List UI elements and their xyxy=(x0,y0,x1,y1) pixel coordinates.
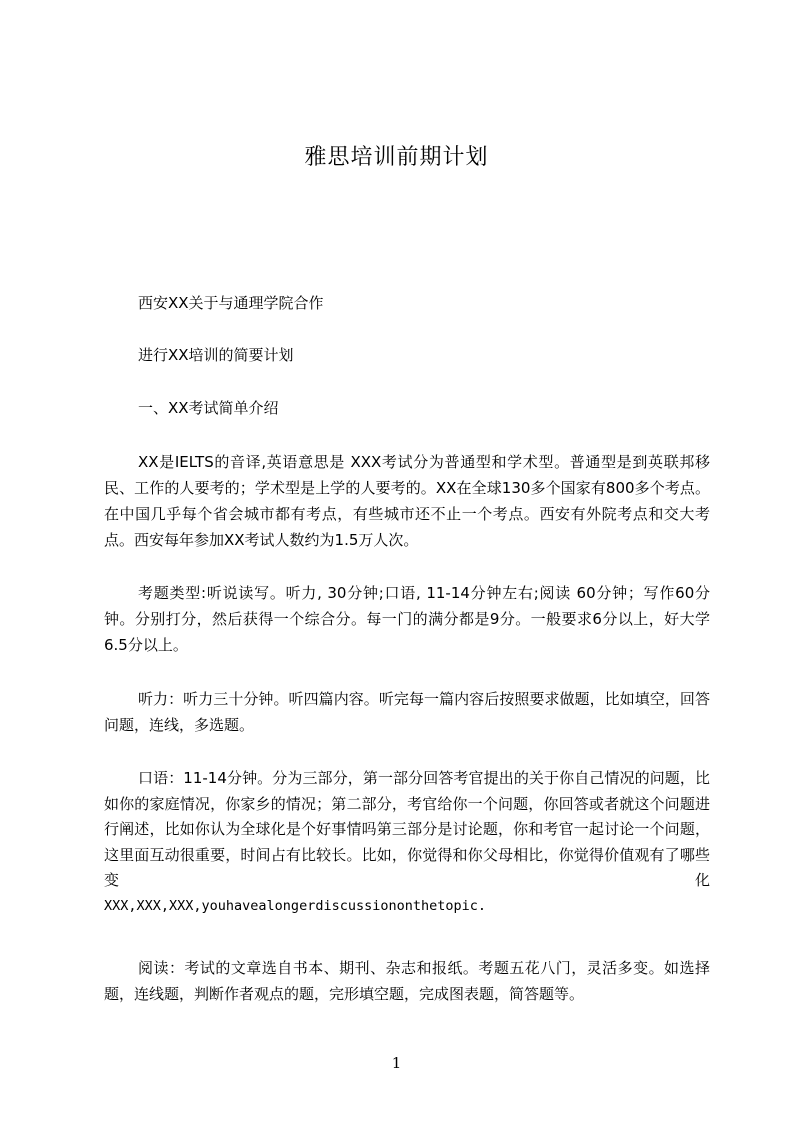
intro-line-2: 进行XX培训的简要计划 xyxy=(138,346,294,364)
paragraph-intro: XX是IELTS的音译,英语意思是 XXX考试分为普通型和学术型。普通型是到英联邦移民、工作的人要考的；学术型是上学的人要考的。XX在全球130多个国家有800多个考点。在中国几乎每个省会城市都有考点，有些城市还不止一个考点。西安有外院考点和交大考点。西安每年参加XX考试人数约为1.5万人次。 xyxy=(104,453,710,549)
paragraph-listening: 听力：听力三十分钟。听四篇内容。听完每一篇内容后按照要求做题，比如填空，回答问题，连线，多选题。 xyxy=(104,690,710,734)
intro-line-1: 西安XX关于与通理学院合作 xyxy=(138,294,324,312)
paragraph-question-types: 考题类型:听说读写。听力, 30分钟;口语, 11-14分钟左右;阅读 60分钟；写作60分钟。分别打分，然后获得一个综合分。每一门的满分都是9分。一般要求6分以上，好大学6.5分以上。 xyxy=(104,584,710,654)
page-number: 1 xyxy=(391,1054,402,1072)
paragraph-speaking xyxy=(104,766,710,919)
paragraph-reading: 阅读：考试的文章选自书本、期刊、杂志和报纸。考题五花八门，灵活多变。如选择题，连线题，判断作者观点的题，完形填空题，完成图表题，简答题等。 xyxy=(104,959,710,1003)
paragraph-speaking-tail: XXX,XXX,XXX,youhavealongerdiscussiononthetopic. xyxy=(104,897,487,914)
paragraph-speaking-text: 口语：11-14分钟。分为三部分，第一部分回答考官提出的关于你自己情况的问题，比如你的家庭情况，你家乡的情况；第二部分，考官给你一个问题，你回答或者就这个问题进行阐述，比如你认为全球化是个好事情吗第三部分是讨论题，你和考官一起讨论一个问题，这里面互动很重要，时间占有比较长。比如，你觉得和你父母相比，你觉得价值观有了哪些变化 xyxy=(104,769,710,889)
section-heading-1: 一、XX考试简单介绍 xyxy=(138,399,279,417)
document-title: 雅思培训前期计划 xyxy=(304,145,489,170)
